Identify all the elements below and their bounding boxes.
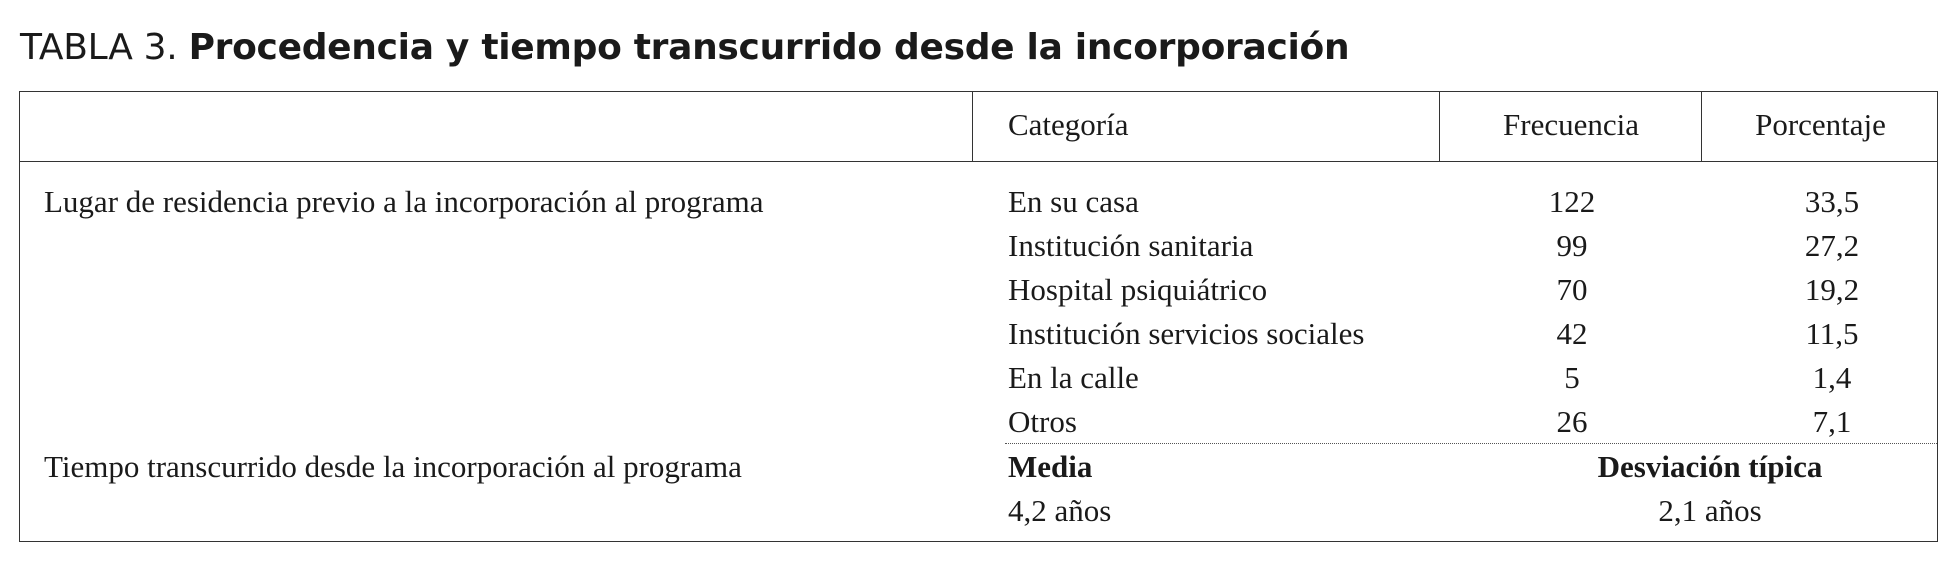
row-category: Otros bbox=[1008, 404, 1077, 439]
table-title bbox=[20, 22, 1349, 74]
row-percentage: 33,5 bbox=[1804, 184, 1860, 219]
mean-value: 4,2 años bbox=[1008, 493, 1112, 528]
row-category: Institución servicios sociales bbox=[1008, 316, 1365, 351]
section-divider bbox=[1005, 443, 1937, 444]
row-percentage: 11,5 bbox=[1805, 316, 1859, 351]
header-rule bbox=[20, 161, 1937, 162]
row-category: Hospital psiquiátrico bbox=[1008, 272, 1268, 307]
header-divider bbox=[972, 92, 973, 162]
mean-label: Media bbox=[1008, 449, 1093, 484]
row-category: Institución sanitaria bbox=[1008, 228, 1254, 263]
row-percentage: 1,4 bbox=[1812, 360, 1852, 395]
row-frequency: 70 bbox=[1556, 272, 1588, 307]
row-frequency: 122 bbox=[1548, 184, 1596, 219]
data-table bbox=[19, 91, 1938, 542]
section-time-label: Tiempo transcurrido desde la incorporación al programa bbox=[44, 449, 742, 484]
table-number: TABLA 3. bbox=[20, 27, 178, 68]
header-frequency: Frecuencia bbox=[1503, 107, 1639, 142]
table-caption: Procedencia y tiempo transcurrido desde la incorporación bbox=[188, 27, 1350, 68]
section-residence-label: Lugar de residencia previo a la incorporación al programa bbox=[44, 184, 764, 219]
row-frequency: 5 bbox=[1564, 360, 1580, 395]
row-percentage: 19,2 bbox=[1804, 272, 1860, 307]
row-category: En la calle bbox=[1008, 360, 1139, 395]
row-frequency: 26 bbox=[1556, 404, 1588, 439]
row-frequency: 42 bbox=[1556, 316, 1588, 351]
header-category: Categoría bbox=[1008, 107, 1129, 142]
row-percentage: 27,2 bbox=[1804, 228, 1860, 263]
sd-value: 2,1 años bbox=[1658, 493, 1762, 528]
header-percentage: Porcentaje bbox=[1755, 107, 1886, 142]
row-category: En su casa bbox=[1008, 184, 1139, 219]
sd-label: Desviación típica bbox=[1597, 449, 1823, 484]
row-percentage: 7,1 bbox=[1812, 404, 1852, 439]
row-frequency: 99 bbox=[1556, 228, 1588, 263]
